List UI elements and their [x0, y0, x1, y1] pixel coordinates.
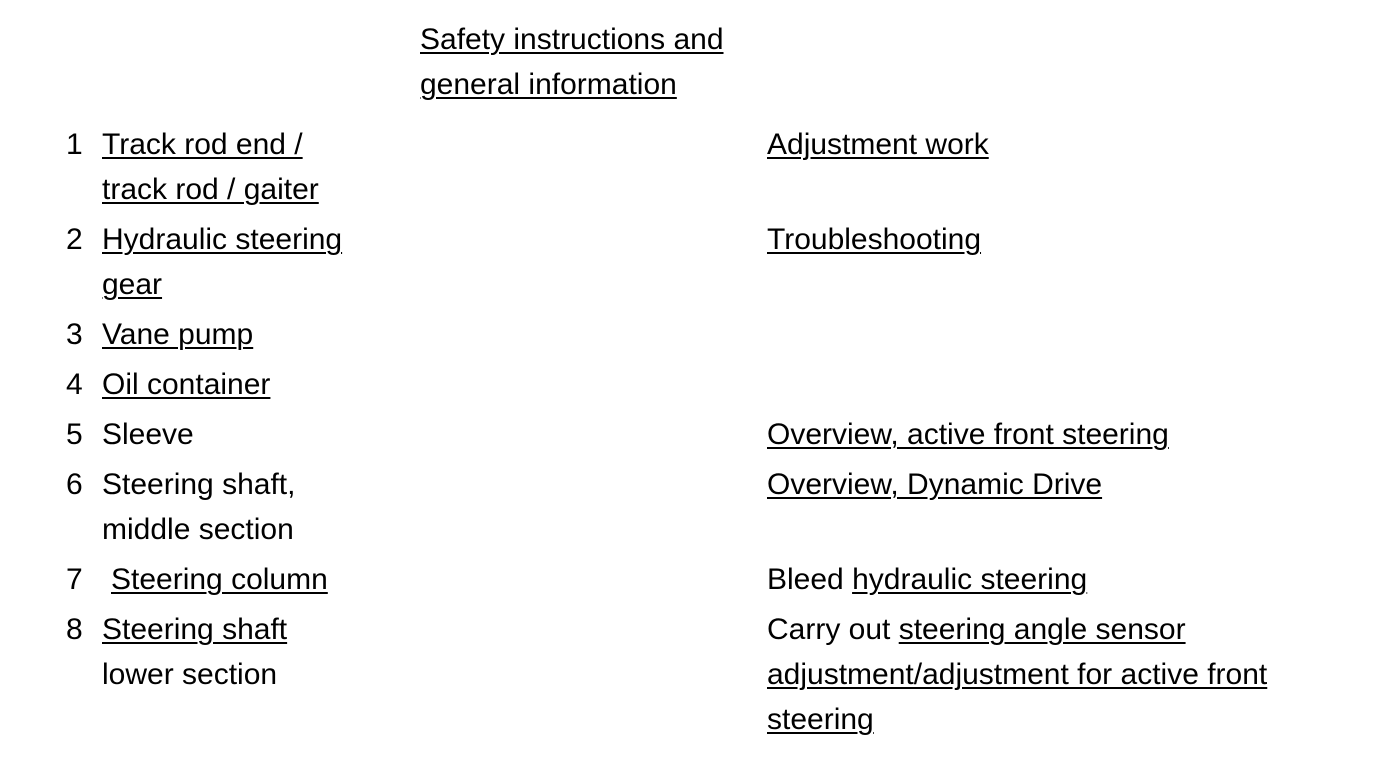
list-item-6-label-line2: middle section: [102, 513, 294, 546]
list-item-3-link[interactable]: Vane pump: [102, 318, 254, 351]
list-item-4-link[interactable]: Oil container: [102, 368, 271, 401]
header-link[interactable]: [420, 17, 724, 107]
list-item-2-link-line1[interactable]: Hydraulic steering: [102, 223, 343, 256]
bleed-hydraulic-steering-link[interactable]: hydraulic steering: [852, 563, 1088, 596]
steering-angle-sensor-link-line3[interactable]: steering: [767, 703, 874, 736]
list-item-8-number: 8: [66, 613, 83, 646]
bleed-prefix: Bleed: [767, 563, 844, 596]
header-link-line1[interactable]: Safety instructions and: [420, 23, 724, 56]
list-item-6-number: 6: [66, 468, 83, 501]
carry-out-row: [767, 607, 1267, 742]
list-item-8-label-line2: lower section: [102, 658, 278, 691]
steering-angle-sensor-link-line2[interactable]: adjustment/adjustment for active front: [767, 658, 1268, 691]
overview-active-front-steering-link[interactable]: Overview, active front steering: [767, 418, 1169, 451]
header-link-line2[interactable]: general information: [420, 68, 677, 101]
list-item-2-link-line2[interactable]: gear: [102, 268, 163, 301]
list-item-7-number: 7: [66, 563, 83, 596]
list-item-2-number: 2: [66, 223, 83, 256]
overview-dynamic-drive-link[interactable]: Overview, Dynamic Drive: [767, 468, 1103, 501]
list-item-8-content: [102, 607, 287, 697]
list-item-3-number: 3: [66, 318, 83, 351]
troubleshooting-link[interactable]: Troubleshooting: [767, 223, 982, 256]
list-item-5-number: 5: [66, 418, 83, 451]
steering-angle-sensor-link-line1[interactable]: steering angle sensor: [898, 613, 1186, 646]
list-item-1-link[interactable]: [102, 122, 319, 212]
bleed-row: [767, 557, 1087, 602]
list-item-1-link-line1[interactable]: Track rod end /: [102, 128, 303, 161]
list-item-1-link-line2[interactable]: track rod / gaiter: [102, 173, 319, 206]
list-item-6-label-line1: Steering shaft,: [102, 468, 296, 501]
adjustment-work-link[interactable]: Adjustment work: [767, 128, 989, 161]
list-item-7-link[interactable]: Steering column: [111, 563, 328, 596]
list-item-1-number: 1: [66, 128, 83, 161]
carry-out-prefix: Carry out: [767, 613, 891, 646]
list-item-4-number: 4: [66, 368, 83, 401]
list-item-5-label: Sleeve: [102, 418, 194, 451]
list-item-6-label: [102, 462, 295, 552]
list-item-8-link[interactable]: Steering shaft: [102, 613, 288, 646]
list-item-2-link[interactable]: [102, 217, 342, 307]
